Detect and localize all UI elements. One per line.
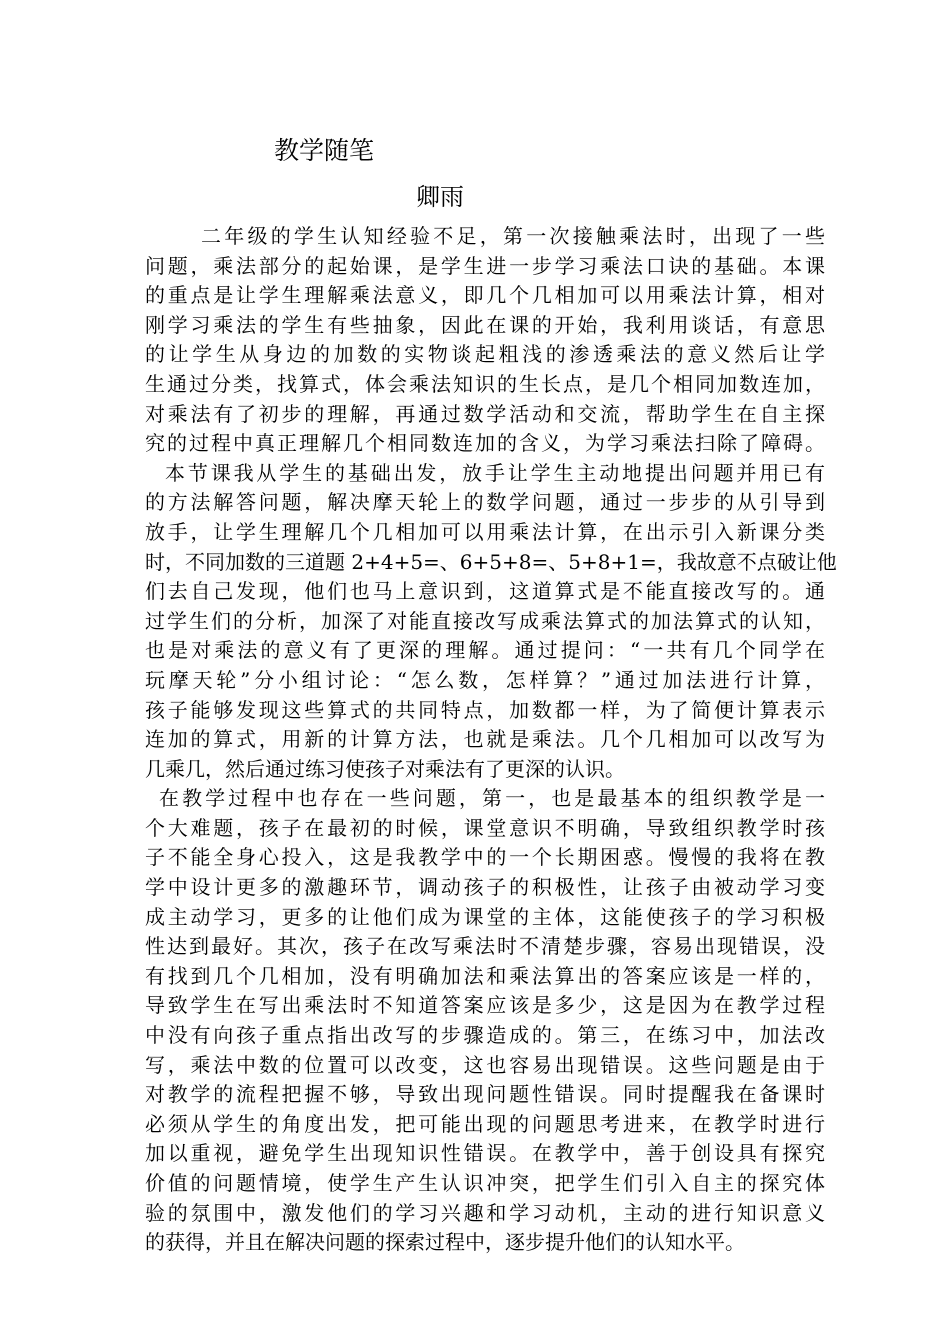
body-line: 的获得，并且在解决问题的探索过程中，逐步提升他们的认知水平。: [145, 1230, 745, 1255]
body-line: 也是对乘法的意义有了更深的理解。通过提问：“一共有几个同学在: [145, 638, 825, 663]
body-line: 成主动学习，更多的让他们成为课堂的主体，这能使孩子的学习积极: [145, 904, 825, 929]
body-line: 导致学生在写出乘法时不知道答案应该是多少，这是因为在教学过程: [145, 993, 825, 1018]
body-line: 对乘法有了初步的理解，再通过数学活动和交流，帮助学生在自主探: [145, 401, 825, 426]
body-line: 子不能全身心投入，这是我教学中的一个长期困惑。慢慢的我将在教: [145, 845, 825, 870]
body-line: 在教学过程中也存在一些问题，第一，也是最基本的组织教学是一: [159, 786, 825, 811]
body-line: 玩摩天轮”分小组讨论：“怎么数，怎样算？”通过加法进行计算，: [145, 667, 825, 692]
body-line: 有找到几个几相加，没有明确加法和乘法算出的答案应该是一样的，: [145, 963, 825, 988]
body-line: 必须从学生的角度出发，把可能出现的问题思考进来，在教学时进行: [145, 1111, 825, 1136]
document-author: 卿雨: [416, 183, 464, 211]
body-line: 验的氛围中，激发他们的学习兴趣和学习动机，主动的进行知识意义: [145, 1200, 825, 1225]
body-line: 的让学生从身边的加数的实物谈起粗浅的渗透乘法的意义然后让学: [145, 342, 825, 367]
body-line: 加以重视，避免学生出现知识性错误。在教学中，善于创设具有探究: [145, 1141, 825, 1166]
body-line: 孩子能够发现这些算式的共同特点，加数都一样，为了简便计算表示: [145, 697, 825, 722]
body-line: 价值的问题情境，使学生产生认识冲突，把学生们引入自主的探究体: [145, 1171, 825, 1195]
body-line: 放手，让学生理解几个几相加可以用乘法计算，在出示引入新课分类: [145, 519, 825, 544]
body-line: 刚学习乘法的学生有些抽象，因此在课的开始，我利用谈话，有意思: [145, 312, 825, 337]
document-body: [145, 222, 837, 1258]
body-line: 的方法解答问题，解决摩天轮上的数学问题，通过一步步的从引导到: [145, 490, 825, 515]
body-line: 生通过分类，找算式，体会乘法知识的生长点，是几个相同加数连加，: [145, 371, 825, 396]
body-line: 们去自己发现，他们也马上意识到，这道算式是不能直接改写的。通: [145, 579, 825, 604]
body-line: 时，不同加数的三道题 2+4+5=、6+5+8=、5+8+1=，我故意不点破让他: [145, 549, 837, 574]
document-title: 教学随笔: [274, 136, 375, 165]
body-line: 对教学的流程把握不够，导致出现问题性错误。同时提醒我在备课时: [145, 1082, 825, 1107]
body-line: 过学生们的分析，加深了对能直接改写成乘法算式的加法算式的认知，: [145, 608, 825, 633]
body-line: 连加的算式，用新的计算方法，也就是乘法。几个几相加可以改写为: [145, 727, 825, 752]
body-line: 本节课我从学生的基础出发，放手让学生主动地提出问题并用已有: [165, 460, 825, 485]
body-line: 问题，乘法部分的起始课，是学生进一步学习乘法口诀的基础。本课: [145, 253, 825, 278]
body-line: 几乘几，然后通过练习使孩子对乘法有了更深的认识。: [145, 756, 625, 781]
body-line: 的重点是让学生理解乘法意义，即几个几相加可以用乘法计算，相对: [145, 283, 825, 308]
body-line: 个大难题，孩子在最初的时候，课堂意识不明确，导致组织教学时孩: [145, 815, 825, 840]
body-line: 二年级的学生认知经验不足，第一次接触乘法时，出现了一些: [201, 224, 825, 248]
body-line: 究的过程中真正理解几个相同数连加的含义，为学习乘法扫除了障碍。: [145, 431, 825, 456]
body-line: 中没有向孩子重点指出改写的步骤造成的。第三，在练习中，加法改: [145, 1023, 825, 1048]
body-line: 性达到最好。其次，孩子在改写乘法时不清楚步骤，容易出现错误，没: [145, 934, 825, 959]
body-line: 写，乘法中数的位置可以改变，这也容易出现错误。这些问题是由于: [145, 1052, 825, 1077]
body-line: 学中设计更多的激趣环节，调动孩子的积极性，让孩子由被动学习变: [145, 875, 825, 900]
